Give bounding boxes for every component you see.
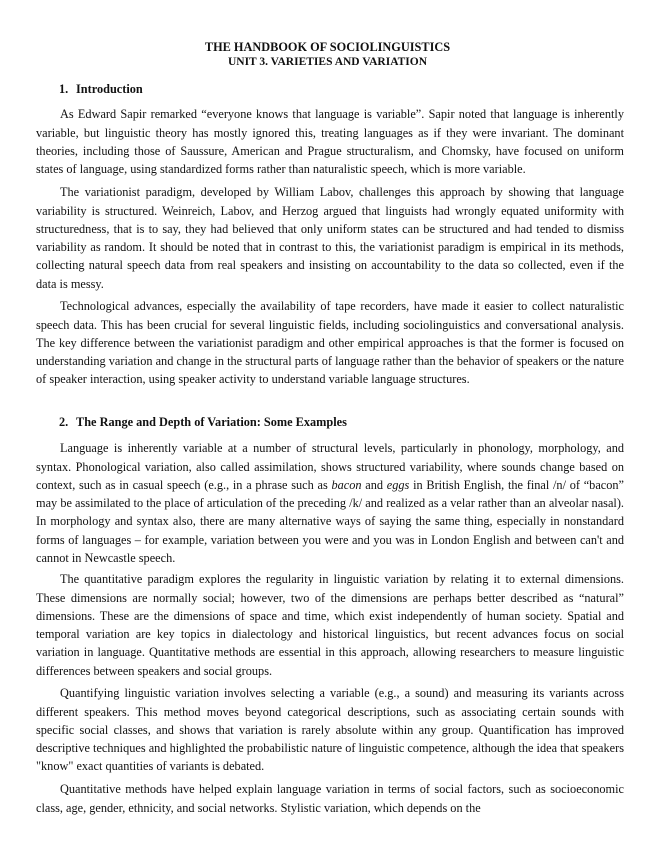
paragraph-4-text-c: and <box>361 477 387 492</box>
paragraph-6: Quantifying linguistic variation involves selecting a variable (e.g., a sound) and measuring its variants across different speakers. This method moves beyond categorical descriptions, such as associating certain sounds with specific social classes, and shows that variation is rarely absolute within any group. Quantification has improved descriptive techniques and highlighted the probabilistic nature of linguistic competence, although the idea that speakers "know" exact quantities of variants is debated. <box>36 686 624 774</box>
paragraph-7: Quantitative methods have helped explain language variation in terms of social factors, such as socioeconomic class, age, gender, ethnicity, and social networks. Stylistic variation, which depends on the <box>36 782 624 815</box>
paragraph-3: Technological advances, especially the availability of tape recorders, have made it easier to collect naturalistic speech data. This has been crucial for several linguistic fields, including sociolinguistics and conversational analysis. The key difference between the variationist paradigm and other empirical approaches is that the former is focused on understanding variation and change in the structural parts of language rather than the behavior of speakers or the nature of speaker interaction, using speaker activity to understand variable language structures. <box>36 299 624 387</box>
example-word-bacon: bacon <box>331 477 362 492</box>
paragraph-5: The quantitative paradigm explores the regularity in linguistic variation by relating it to external dimensions. These dimensions are normally social; however, two of the dimensions are perhaps better described as “natural” dimensions. These are the dimensions of space and time, which exist independently of human society. Spatial and temporal variation are key topics in dialectology and historical linguistics, but recent advances focus on social variation in language. Quantitative methods are essential in this approach, allowing researchers to measure linguistic differences between speakers and social groups. <box>36 572 624 678</box>
paragraph-4-text-e: in British English, the final /n/ of “bacon” may be assimilated to the place of articulation of the preceding /k/ and realized as a velar rather than an alveolar nasal). In morphology and syntax also, there are many alternative ways of saying the same thing, especially in nonstandard forms of languages – for example, variation between you were and you was in London English and between can't and cannot in Newcastle speech. <box>36 477 624 566</box>
section-heading-range-and-depth <box>59 415 347 430</box>
paragraph-2: The variationist paradigm, developed by William Labov, challenges this approach by showing that language variability is structured. Weinreich, Labov, and Herzog argued that linguists had wrongly equated uniformity with structuredness, that is to say, they had believed that only uniform states can be structured and had tended to dismiss variability as random. It should be noted that in contrast to this, the variationist paradigm is empirical in its methods, collecting natural speech data from real speakers and insisting on accountability to the data so collected, even if the data is messy. <box>36 185 624 291</box>
paragraph-4 <box>36 439 624 567</box>
section-title: Introduction <box>76 82 143 96</box>
section-title: The Range and Depth of Variation: Some Examples <box>76 415 347 429</box>
section-number: 2. <box>59 415 69 429</box>
example-word-eggs: eggs <box>386 477 410 492</box>
paragraph-4-text-a: Language is inherently variable at a number of structural levels, particularly in phonology, morphology, and syntax. Phonological variation, also called assimilation, shows structured variability, where sounds change based on context, such as in casual speech (e.g., in a phrase such as <box>36 441 624 492</box>
unit-subtitle: UNIT 3. VARIETIES AND VARIATION <box>227 56 428 68</box>
document-title: THE HANDBOOK OF SOCIOLINGUISTICS <box>204 40 451 54</box>
section-heading-introduction <box>59 82 143 97</box>
section-number: 1. <box>59 82 69 96</box>
paragraph-1: As Edward Sapir remarked “everyone knows that language is variable”. Sapir noted that language is inherently variable, but linguistic theory has mostly ignored this, treating languages as if they were invariant. The dominant theories, including those of Saussure, American and Prague structuralism, and Chomsky, have focused on uniform states of language, using standardized forms rather than naturalistic speech, which is more variable. <box>36 107 624 177</box>
